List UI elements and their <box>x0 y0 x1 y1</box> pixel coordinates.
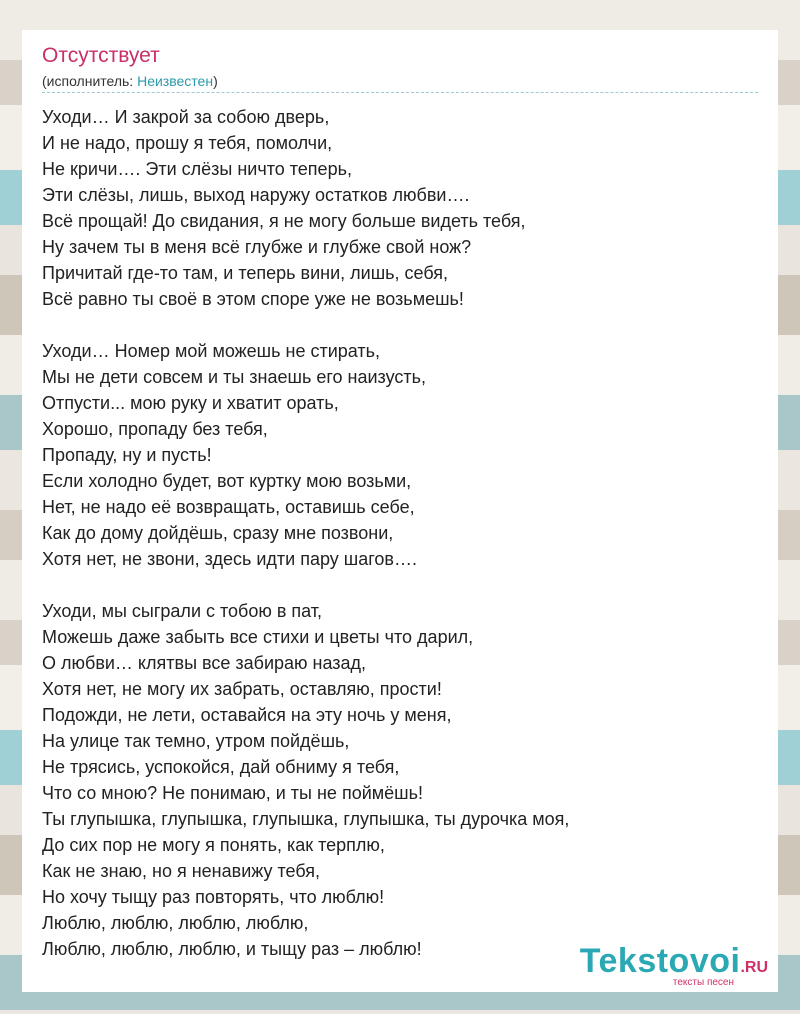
stanza-gap <box>42 572 762 598</box>
logo-wordmark: Tekstovoi <box>579 942 741 980</box>
lyric-line: Всё прощай! До свидания, я не могу больше видеть тебя, <box>42 211 526 231</box>
lyric-line: Отпусти... мою руку и хватит орать, <box>42 393 339 413</box>
lyric-line: На улице так темно, утром пойдёшь, <box>42 731 350 751</box>
lyric-line: Причитай где-то там, и теперь вини, лишь, себя, <box>42 263 449 283</box>
lyric-line: Как не знаю, но я ненавижу тебя, <box>42 861 321 881</box>
lyric-line: Ты глупышка, глупышка, глупышка, глупышка, ты дурочка моя, <box>42 809 570 829</box>
lyric-line: Пропаду, ну и пусть! <box>42 445 212 465</box>
logo-tld: .RU <box>740 959 768 976</box>
artist-line <box>42 73 218 89</box>
artist-prefix: (исполнитель: <box>42 73 138 89</box>
site-logo[interactable] <box>580 942 768 988</box>
lyrics-body <box>42 104 762 962</box>
lyric-line: Но хочу тыщу раз повторять, что люблю! <box>42 887 385 907</box>
lyric-line: Не трясись, успокойся, дай обниму я тебя, <box>42 757 400 777</box>
artist-suffix: ) <box>213 73 218 89</box>
lyric-line: Уходи… И закрой за собою дверь, <box>42 107 330 127</box>
artist-link[interactable]: Неизвестен <box>137 73 214 89</box>
lyric-line: Эти слёзы, лишь, выход наружу остатков любви…. <box>42 185 470 205</box>
lyric-line: Не кричи…. Эти слёзы ничто теперь, <box>42 159 352 179</box>
lyric-line: И не надо, прошу я тебя, помолчи, <box>42 133 333 153</box>
lyric-line: Хотя нет, не звони, здесь идти пару шагов…. <box>42 549 417 569</box>
lyric-line: Можешь даже забыть все стихи и цветы что дарил, <box>42 627 474 647</box>
lyric-line: Хорошо, пропаду без тебя, <box>42 419 268 439</box>
lyric-line: Уходи, мы сыграли с тобою в пат, <box>42 601 323 621</box>
divider <box>42 92 758 93</box>
logo-tagline: тексты песен <box>672 977 734 988</box>
lyric-line: Всё равно ты своё в этом споре уже не возьмешь! <box>42 289 464 309</box>
lyric-line: Подожди, не лети, оставайся на эту ночь у меня, <box>42 705 452 725</box>
lyric-line: Уходи… Номер мой можешь не стирать, <box>42 341 381 361</box>
lyric-line: Хотя нет, не могу их забрать, оставляю, прости! <box>42 679 442 699</box>
lyric-line: Что со мною? Не понимаю, и ты не поймёшь! <box>42 783 423 803</box>
lyric-line: До сих пор не могу я понять, как терплю, <box>42 835 385 855</box>
lyric-line: Люблю, люблю, люблю, и тыщу раз – люблю! <box>42 939 422 959</box>
lyric-line: О любви… клятвы все забираю назад, <box>42 653 367 673</box>
lyric-line: Люблю, люблю, люблю, люблю, <box>42 913 309 933</box>
lyric-line: Ну зачем ты в меня всё глубже и глубже свой нож? <box>42 237 472 257</box>
song-title: Отсутствует <box>42 44 160 67</box>
lyric-line: Мы не дети совсем и ты знаешь его наизусть, <box>42 367 427 387</box>
lyrics-card <box>22 30 778 992</box>
stanza-gap <box>42 312 762 338</box>
lyric-line: Как до дому дойдёшь, сразу мне позвони, <box>42 523 394 543</box>
lyric-line: Нет, не надо её возвращать, оставишь себе, <box>42 497 415 517</box>
lyric-line: Если холодно будет, вот куртку мою возьми, <box>42 471 412 491</box>
